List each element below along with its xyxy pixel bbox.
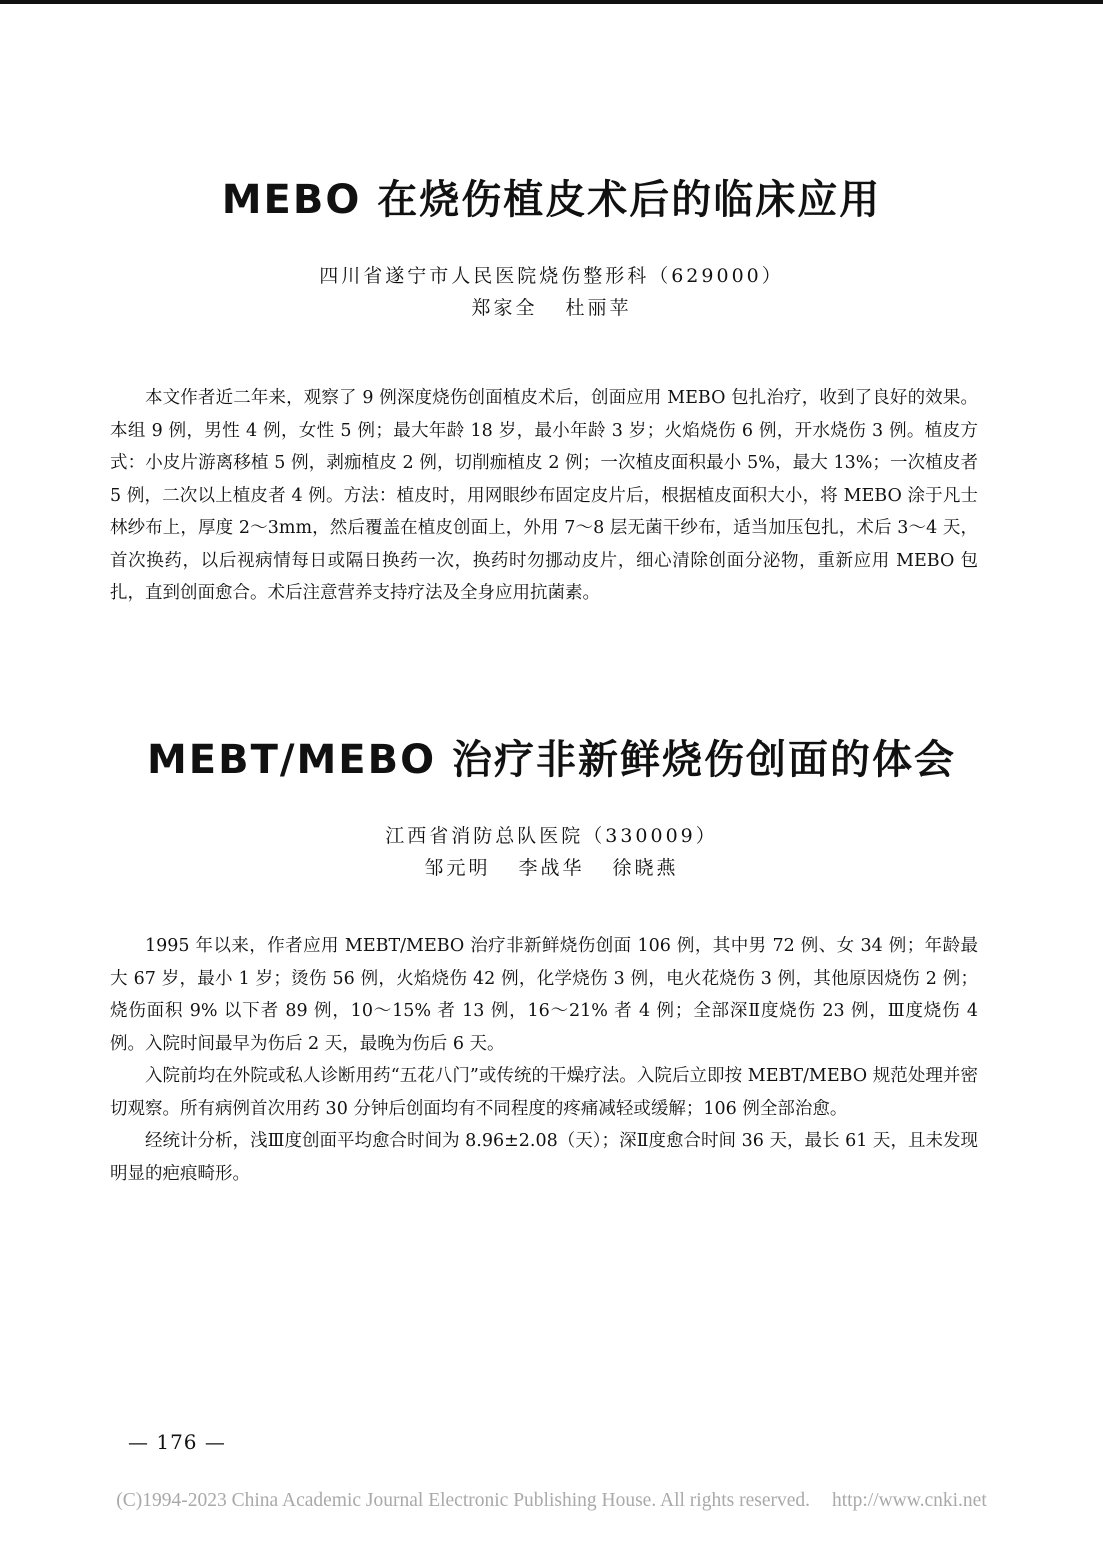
paragraph: 本文作者近二年来，观察了 9 例深度烧伤创面植皮术后，创面应用 MEBO 包扎治疗，收到了良好的效果。本组 9 例，男性 4 例，女性 5 例；最大年龄 18 岁，最小年龄 3 岁；火焰烧伤 6 例，开水烧伤 3 例。植皮方式：小皮片游离移植 5 例，剥痂植皮 2 例，切削痂植皮 2 例；一次植皮面积最小 5%，最大 13%；一次植皮者 5 例，二次以上植皮者 4 例。方法：植皮时，用网眼纱布固定皮片后，根据植皮面积大小，将 MEBO 涂于凡士林纱布上，厚度 2～3mm，然后覆盖在植皮创面上，外用 7～8 层无菌干纱布，适当加压包扎，术后 3～4 天，首次换药，以后视病情每日或隔日换药一次，换药时勿挪动皮片，细心清除创面分泌物，重新应用 MEBO 包扎，直到创面愈合。术后注意营养支持疗法及全身应用抗菌素。 xyxy=(110,388,978,603)
article-1-authors xyxy=(0,292,1103,324)
top-rule xyxy=(0,0,1103,4)
author: 郑家全 xyxy=(471,297,538,319)
article-1-title: MEBO 在烧伤植皮术后的临床应用 xyxy=(221,177,882,223)
article-1-body xyxy=(110,382,978,610)
author: 邹元明 xyxy=(424,857,491,879)
paragraph: 经统计分析，浅Ⅲ度创面平均愈合时间为 8.96±2.08（天）；深Ⅱ度愈合时间 36 天，最长 61 天，且未发现明显的疤痕畸形。 xyxy=(110,1131,978,1184)
author: 杜丽苹 xyxy=(565,297,632,319)
copyright-text: (C)1994-2023 China Academic Journal Electronic Publishing House. All rights reserved. xyxy=(116,1490,811,1511)
paragraph: 入院前均在外院或私人诊断用药“五花八门”或传统的干燥疗法。入院后立即按 MEBT/MEBO 规范处理并密切观察。所有病例首次用药 30 分钟后创面均有不同程度的疼痛减轻或缓解；106 例全部治愈。 xyxy=(110,1066,978,1119)
article-2-authors xyxy=(0,852,1103,884)
author: 李战华 xyxy=(518,857,585,879)
article-1 xyxy=(0,172,1103,603)
article-2-title: MEBT/MEBO 治疗非新鲜烧伤创面的体会 xyxy=(146,737,957,783)
article-1-affiliation: 四川省遂宁市人民医院烧伤整形科（629000） xyxy=(319,265,784,287)
paragraph: 1995 年以来，作者应用 MEBT/MEBO 治疗非新鲜烧伤创面 106 例，其中男 72 例、女 34 例；年龄最大 67 岁，最小 1 岁；烫伤 56 例，火焰烧伤 42 例，化学烧伤 3 例，电火花烧伤 3 例，其他原因烧伤 2 例；烧伤面积 9% 以下者 89 例，10～15% 者 13 例，16～21% 者 4 例；全部深Ⅱ度烧伤 23 例，Ⅲ度烧伤 4 例。入院时间最早为伤后 2 天，最晚为伤后 6 天。 xyxy=(110,936,978,1054)
author: 徐晓燕 xyxy=(612,857,679,879)
footer-url: http://www.cnki.net xyxy=(832,1490,987,1511)
copyright-footer xyxy=(0,1490,1103,1512)
article-2-affiliation: 江西省消防总队医院（330009） xyxy=(385,825,718,847)
article-2 xyxy=(0,732,1103,1184)
page-number: — 176 — xyxy=(128,1430,226,1454)
article-2-body xyxy=(110,930,978,1190)
